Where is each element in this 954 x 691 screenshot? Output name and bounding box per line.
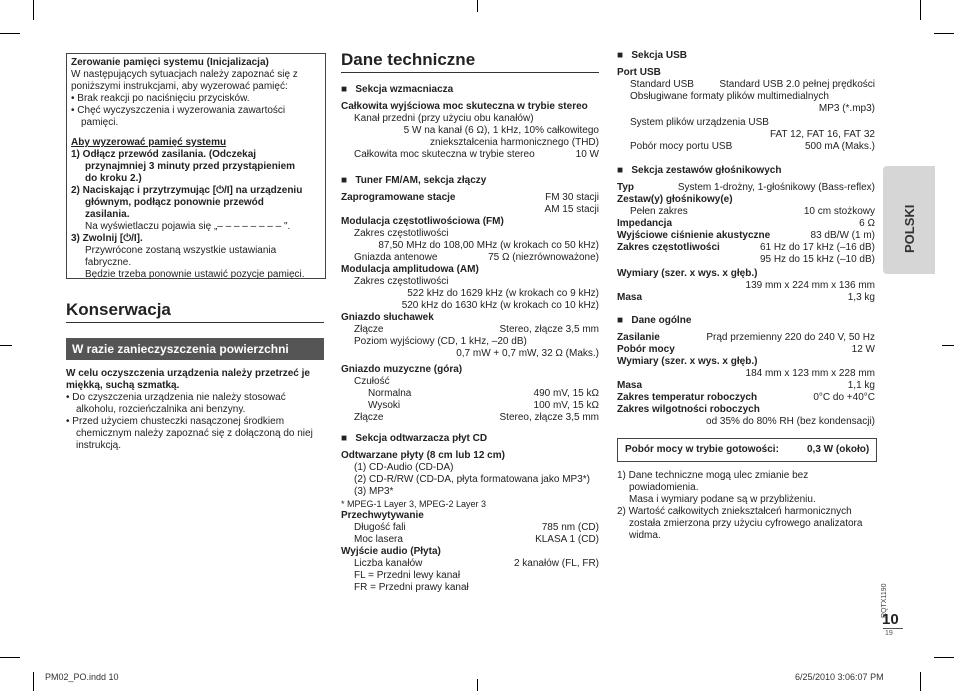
spec-value: (2) CD-R/RW (CD-DA, płyta formatowana jako MP3*) [354,474,590,485]
spec-value: (3) MP3* [354,486,394,497]
spec-label: Zestaw(y) głośnikowy(e) [617,194,733,205]
lead: W celu oczyszczenia urządzenia należy przetrzeć je [66,368,310,379]
section-title: ■ Sekcja zestawów głośnikowych [617,165,782,176]
crop-mark [477,679,478,691]
note: widma. [629,530,661,541]
step-3: Będzie trzeba ponownie ustawić pozycje pamięci. [85,269,305,280]
section-title: ■ Tuner FM/AM, sekcja złączy [341,175,487,186]
spec-label: Kanał przedni (przy użyciu obu kanałów) [354,113,534,124]
footnote: * MPEG-1 Layer 3, MPEG-2 Layer 3 [341,499,487,509]
reset-intro: poniższymi instrukcjami, aby wyzerować pamięć: [71,81,288,92]
bullet: • Brak reakcji po naciśnięciu przycisków. [71,93,250,104]
bullet-cont: pamięci. [81,117,119,128]
spec-value: 184 mm x 123 mm x 228 mm [745,368,875,379]
spec-label: Wymiary (szer. x wys. x głęb.) [617,356,758,367]
note: Masa i wymiary podane są w przybliżeniu. [629,494,816,505]
spec-value: AM 15 stacji [544,204,599,215]
spec-value: 522 kHz do 1629 kHz (w krokach co 9 kHz) [407,288,599,299]
note: 1) Dane techniczne mogą ulec zmianie bez [617,470,809,481]
spec-value: 5 W na kanał (6 Ω), 1 kHz, 10% całkowitego [403,125,599,136]
spec-row: Wysoki 100 mV, 15 kΩ [368,400,599,411]
standby-value: 0,3 W (około) [807,444,870,455]
page-sub: 19 [885,630,893,637]
crop-mark [920,672,921,691]
reset-box-content [71,57,305,281]
spec-row: Pełen zakres 10 cm stożkowy [630,206,875,217]
spec-label: Zakres częstotliwości [354,276,449,287]
spec-row: Złącze Stereo, złącze 3,5 mm [354,324,599,335]
section-title: ■ Sekcja wzmacniacza [341,84,454,95]
spec-value: 139 mm x 224 mm x 136 mm [745,280,875,291]
note: została zmierzona przy użyciu cyfrowego analizatora [629,518,863,529]
spec-label: Wyjście audio (Płyta) [341,546,441,557]
step-1: przynajmniej 3 minuty przed przystąpieniem [85,161,296,172]
general-section [617,315,875,428]
spec-label: Gniazdo muzyczne (góra) [341,364,463,375]
bullet-cont: instrukcją. [76,440,122,451]
spec-row: Całkowita moc skuteczna w trybie stereo 10 W [354,149,599,160]
page-rule [883,628,903,629]
section-title: ■ Sekcja odtwarzacza płyt CD [341,433,488,444]
spec-row: Zaprogramowane stacje FM 30 stacji [341,192,599,203]
note: powiadomienia. [629,482,699,493]
spec-row: Zakres temperatur roboczych 0°C do +40°C [617,392,875,403]
speaker-section [617,165,875,304]
spec-row: Typ System 1-drożny, 1-głośnikowy (Bass-reflex) [617,182,875,193]
step-3: fabryczne. [85,257,132,268]
spec-value: (1) CD-Audio (CD-DA) [354,462,454,473]
footer-right: 6/25/2010 3:06:07 PM [795,672,884,682]
page-number: 10 [882,611,899,628]
amp-section [341,84,599,161]
spec-value: FAT 12, FAT 16, FAT 32 [769,129,875,140]
spec-label: Port USB [617,67,661,78]
spec-row: Moc lasera KLASA 1 (CD) [354,534,599,545]
spec-label: Modulacja częstotliwościowa (FM) [341,216,504,227]
spec-value: od 35% do 80% RH (bez kondensacji) [706,416,875,427]
section-title: ■ Sekcja USB [617,50,687,61]
specs-heading: Dane techniczne [341,50,476,69]
step-3: 3) Zwolnij [⏻/I]. [71,233,143,244]
spec-label: System plików urządzenia USB [630,117,769,128]
spec-label: Całkowita wyjściowa moc skuteczna w trybie stereo [341,101,588,112]
bullet: • Do czyszczenia urządzenia nie należy stosować [66,392,286,403]
spec-row: Pobór mocy portu USB 500 mA (Maks.) [630,141,875,152]
cd-section [341,433,599,594]
spec-row: Wyjściowe ciśnienie akustyczne 83 dB/W (1 m) [617,230,875,241]
step-2: głównym, podłącz ponownie przewód [85,197,264,208]
usb-section [617,50,875,153]
spec-label: Wymiary (szer. x wys. x głęb.) [617,268,758,279]
page-code: RQTX1190 [881,583,888,618]
crop-mark [0,33,20,34]
crop-mark [0,657,20,658]
bullet-cont: alkoholu, rozcieńczalnika ani benzyny. [76,404,246,415]
spec-row: Standard USB Standard USB 2.0 pełnej prędkości [630,79,875,90]
spec-label: Odtwarzane płyty (8 cm lub 12 cm) [341,450,505,461]
spec-label: Czułość [354,376,390,387]
maintenance-text [66,368,313,452]
heading-rule [341,72,599,73]
spec-row: Gniazda antenowe 75 Ω (niezrównoważone) [354,252,599,263]
crop-mark [934,657,954,658]
crop-mark [934,33,954,34]
reset-intro: W następujących sytuacjach należy zapoznać się z [71,69,298,80]
spec-value: 0,7 mW + 0,7 mW, 32 Ω (Maks.) [456,348,599,359]
crop-mark [920,0,921,20]
spec-row: Liczba kanałów 2 kanałów (FL, FR) [354,558,599,569]
spec-label: Gniazdo słuchawek [341,312,434,323]
spec-value: FR = Przedni prawy kanał [354,582,469,593]
spec-label: Zakres częstotliwości [354,228,449,239]
section-bar: W razie zanieczyszczenia powierzchni [66,338,324,360]
spec-value: 87,50 MHz do 108,00 MHz (w krokach co 50 kHz) [378,240,599,251]
note: 2) Wartość całkowitych zniekształceń harmonicznych [617,506,852,517]
crop-mark [477,0,478,12]
spec-row: Złącze Stereo, złącze 3,5 mm [354,412,599,423]
crop-mark [942,345,954,346]
spec-value: FL = Przedni lewy kanał [354,570,461,581]
spec-label: Modulacja amplitudowa (AM) [341,264,479,275]
language-tab-label: POLSKI [902,204,917,253]
step-2: 2) Naciskając i przytrzymując [⏻/I] na urządzeniu [71,185,303,196]
heading-rule [66,322,324,323]
spec-value: 95 Hz do 15 kHz (–10 dB) [759,254,875,265]
spec-label: Poziom wyjściowy (CD, 1 kHz, –20 dB) [354,336,527,347]
bullet: • Chęć wyczyszczenia i wyzerowania zawartości [71,105,286,116]
tuner-section [341,175,599,424]
crop-mark [33,672,34,691]
spec-row: Masa 1,1 kg [617,380,875,391]
footer-left: PM02_PO.indd 10 [45,672,119,682]
step-3: Przywrócone zostaną wszystkie ustawiania [85,245,277,256]
bullet-cont: chemicznym należy zapoznać się z dołączoną do niej [76,428,313,439]
spec-row: Zasilanie Prąd przemienny 220 do 240 V, 50 Hz [617,332,875,343]
lead: miękką, suchą szmatką. [66,380,180,391]
step-2: zasilania. [85,209,130,220]
spec-row: Długość fali 785 nm (CD) [354,522,599,533]
step-2: Na wyświetlaczu pojawia się „– – – – – – – – ". [85,221,291,232]
spec-label: Przechwytywanie [341,510,424,521]
spec-row: Masa 1,3 kg [617,292,875,303]
spec-row: Pobór mocy 12 W [617,344,875,355]
spec-row: Impedancja 6 Ω [617,218,875,229]
reset-title: Zerowanie pamięci systemu (Inicjalizacja) [71,57,269,68]
spec-label: Zakres wilgotności roboczych [617,404,760,415]
crop-mark [0,345,12,346]
section-title: ■ Dane ogólne [617,315,692,326]
crop-mark [33,0,34,20]
spec-value: MP3 (*.mp3) [818,103,875,114]
spec-value: zniekształcenia harmonicznego (THD) [430,137,599,148]
bullet: • Przed użyciem chusteczki nasączonej środkiem [66,416,285,427]
spec-value: 520 kHz do 1630 kHz (w krokach co 10 kHz) [401,300,599,311]
spec-label: Obsługiwane formaty plików multimedialnych [630,91,829,102]
notes [617,470,862,542]
step-1: do kroku 2.) [85,173,142,184]
spec-row: Normalna 490 mV, 15 kΩ [368,388,599,399]
reset-subtitle: Aby wyzerować pamięć systemu [71,137,227,148]
maintenance-heading: Konserwacja [66,300,171,319]
step-1: 1) Odłącz przewód zasilania. (Odczekaj [71,149,257,160]
standby-label: Pobór mocy w trybie gotowości: [625,444,779,455]
spec-row: Zakres częstotliwości 61 Hz do 17 kHz (–16 dB) [617,242,875,253]
